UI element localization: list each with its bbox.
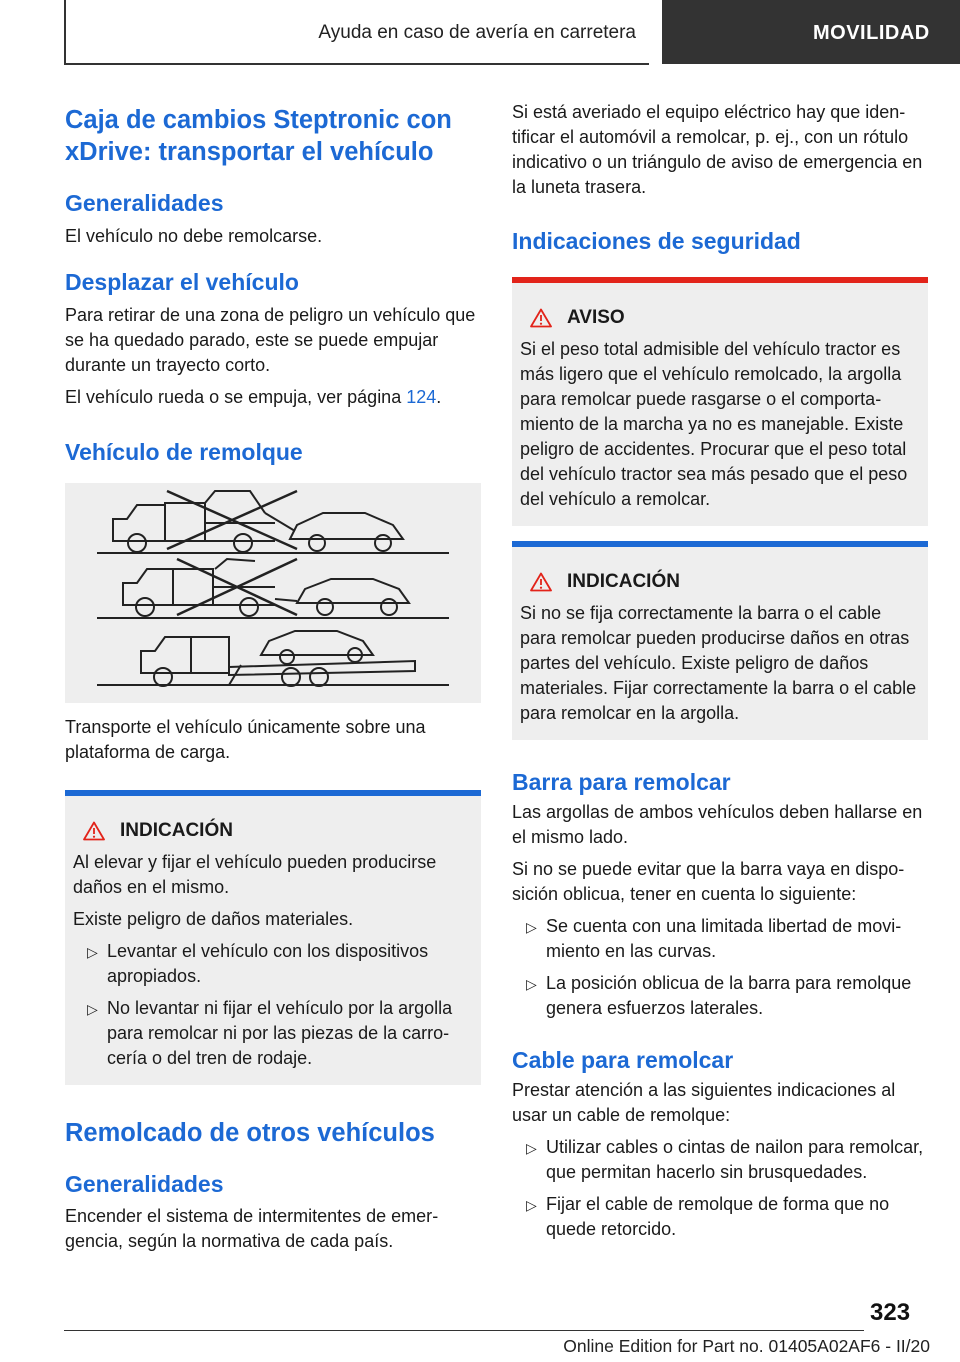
warning-title: AVISO (567, 307, 625, 328)
warning-text: Si el peso total admisible del vehículo tractor es más ligero que el vehículo remolcado, la argolla para remolcar puede rasgarse o el comportamiento de la marcha ya no es manejable. Existe peligro de accidentes. Procurar que el peso total del vehículo tractor sea más pesado que el peso del vehículo a remolcar. (520, 339, 908, 509)
note-text: Si no se fija correctamente la barra o el cable para remolcar pueden producirse daños en otras partes del vehículo. Existe peligro de daños materiales. Fijar correctamente la barra o el cable para remolcar en la argolla. (520, 603, 917, 723)
header-section-title: Ayuda en caso de avería en carretera (318, 22, 636, 43)
list-item: ▷ Levantar el vehículo con los dispositivos apropiados. (87, 941, 429, 986)
bullet-triangle-icon: ▷ (526, 1197, 537, 1213)
heading-barra-remolcar: Barra para remolcar (512, 769, 731, 795)
heading-vehiculo-remolque: Vehículo de remolque (65, 439, 303, 465)
bullet-triangle-icon: ▷ (87, 1001, 98, 1017)
note-text-2: Existe peligro de daños materiales. (73, 909, 354, 929)
heading-indicaciones-seguridad: Indicaciones de seguridad (512, 228, 801, 254)
note-title-row (520, 569, 920, 595)
section-title-remolcado: Remolcado de otros vehículos (65, 1119, 435, 1147)
list-item: ▷ No levantar ni fijar el vehículo por la argolla para remolcar ni por las piezas de la carrocería o del tren de rodaje. (87, 998, 453, 1068)
barra-text-2: Si no se puede evitar que la barra vaya en disposición oblicua, tener en cuenta lo siguiente: (512, 859, 905, 904)
list-item: ▷ Se cuenta con una limitada libertad de movimiento en las curvas. (526, 916, 902, 961)
tow-caption: Transporte el vehículo únicamente sobre una plataforma de carga. (65, 717, 426, 762)
generalidades-2-text: Encender el sistema de intermitentes de emergencia, según la normativa de cada país. (65, 1206, 439, 1251)
barra-text-1: Las argollas de ambos vehículos deben hallarse en el mismo lado. (512, 802, 923, 847)
tow-truck-illustration (65, 483, 481, 703)
warning-triangle-icon (530, 572, 552, 592)
note-list (73, 939, 473, 1071)
warning-box (512, 277, 928, 526)
heading-desplazar: Desplazar el vehículo (65, 269, 299, 295)
tow-illustration-svg (65, 483, 481, 703)
list-item: ▷ Utilizar cables o cintas de nailon para remolcar, que permitan hacerlo sin brusquedades. (526, 1137, 924, 1182)
heading-cable-remolcar: Cable para remolcar (512, 1047, 734, 1073)
list-item: ▷ La posición oblicua de la barra para remolque genera esfuerzos laterales. (526, 973, 912, 1018)
warning-triangle-icon (530, 308, 552, 328)
ref-end: . (436, 387, 442, 407)
ref-text: El vehículo rueda o se empuja, ver página (65, 387, 407, 407)
cable-list (512, 1135, 928, 1242)
desplazar-text: Para retirar de una zona de peligro un vehículo que se ha quedado parado, este se puede empujar durante un trayecto corto. (65, 305, 476, 375)
right-column (512, 100, 928, 1242)
warning-triangle-icon (83, 821, 105, 841)
cable-text: Prestar atención a las siguientes indicaciones al usar un cable de remolque: (512, 1080, 896, 1125)
section-title-steptronic: Caja de cambios Steptronic con xDrive: transportar el vehículo (65, 106, 452, 166)
left-column (65, 100, 481, 1254)
footer-edition: Online Edition for Part no. 01405A02AF6 - II/20 (563, 1336, 930, 1356)
page-reference-link[interactable]: 124 (406, 387, 437, 407)
barra-list (512, 914, 928, 1021)
note-box-right (512, 541, 928, 740)
desplazar-text-ref (65, 385, 481, 410)
note-box-left (65, 790, 481, 1085)
footer-rule (64, 1330, 864, 1331)
bullet-triangle-icon: ▷ (526, 976, 537, 992)
page-number: 323 (870, 1299, 911, 1326)
note-text-1: Al elevar y fijar el vehículo pueden producirse daños en el mismo. (73, 852, 437, 897)
list-item: ▷ Fijar el cable de remolque de forma que no quede retorcido. (526, 1194, 890, 1239)
note-title: INDICACIÓN (120, 820, 233, 841)
header-chapter-tab: MOVILIDAD (662, 0, 960, 64)
note-title: INDICACIÓN (567, 571, 680, 592)
bullet-triangle-icon: ▷ (526, 1140, 537, 1156)
heading-generalidades: Generalidades (65, 190, 224, 216)
note-title-row (73, 818, 473, 844)
generalidades-text: El vehículo no debe remolcarse. (65, 226, 323, 246)
warning-title-row (520, 305, 920, 331)
heading-generalidades-2: Generalidades (65, 1171, 224, 1197)
bullet-triangle-icon: ▷ (87, 944, 98, 960)
bullet-triangle-icon: ▷ (526, 919, 537, 935)
intro-text: Si está averiado el equipo eléctrico hay que identificar el automóvil a remolcar, p. ej., con un rótulo indicativo o un triángulo de aviso de emergencia en la luneta trasera. (512, 102, 923, 197)
header-rule-bottom (64, 63, 649, 65)
